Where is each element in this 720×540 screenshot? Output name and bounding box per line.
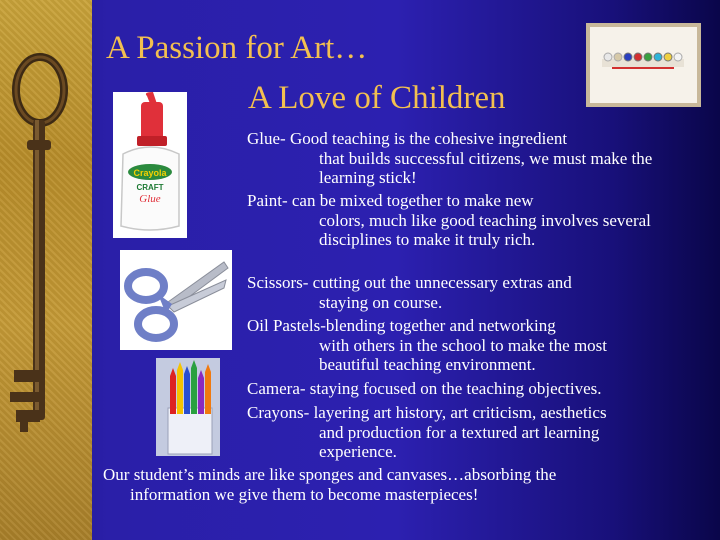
item-paint: [247, 191, 707, 250]
item-camera: [247, 379, 707, 399]
svg-text:CRAFT: CRAFT: [136, 183, 164, 192]
item-glue: [247, 129, 707, 188]
item-scissors-rest: staying on course.: [319, 292, 443, 312]
item-crayons-first: Crayons- layering art history, art criticism, aesthetics: [247, 403, 607, 422]
item-paint-first: Paint- can be mixed together to make new: [247, 191, 534, 210]
paint-set-image: [586, 23, 701, 107]
glue-bottle-image: [113, 92, 187, 238]
item-scissors: [247, 273, 707, 312]
title-line-1: A Passion for Art…: [106, 30, 368, 66]
closing-line-1: Our student’s minds are like sponges and canvases…absorbing the: [103, 465, 557, 484]
item-paint-rest: colors, much like good teaching involves several disciplines to make it truly rich.: [319, 210, 651, 250]
svg-text:Crayola: Crayola: [133, 168, 167, 178]
item-crayons-rest: and production for a textured art learning experience.: [319, 422, 600, 462]
item-glue-first: Glue- Good teaching is the cohesive ingredient: [247, 129, 568, 148]
scissors-image: [120, 250, 232, 350]
closing-line-2: information we give them to become masterpieces!: [130, 484, 479, 504]
item-oil-pastels-rest: with others in the school to make the most beautiful teaching environment.: [319, 335, 608, 375]
item-oil-pastels: [247, 316, 707, 375]
item-glue-rest: that builds successful citizens, we must make the learning stick!: [319, 148, 653, 188]
item-camera-first: Camera- staying focused on the teaching objectives.: [247, 379, 602, 398]
svg-text:Glue: Glue: [139, 193, 161, 205]
crayons-cup-image: [156, 358, 220, 456]
item-crayons: [247, 403, 707, 462]
item-scissors-first: Scissors- cutting out the unnecessary extras and: [247, 273, 572, 292]
closing-statement: [103, 465, 703, 504]
title-line-2: A Love of Children: [248, 80, 506, 116]
key-image: [0, 40, 92, 470]
item-oil-pastels-first: Oil Pastels-blending together and networking: [247, 316, 556, 335]
